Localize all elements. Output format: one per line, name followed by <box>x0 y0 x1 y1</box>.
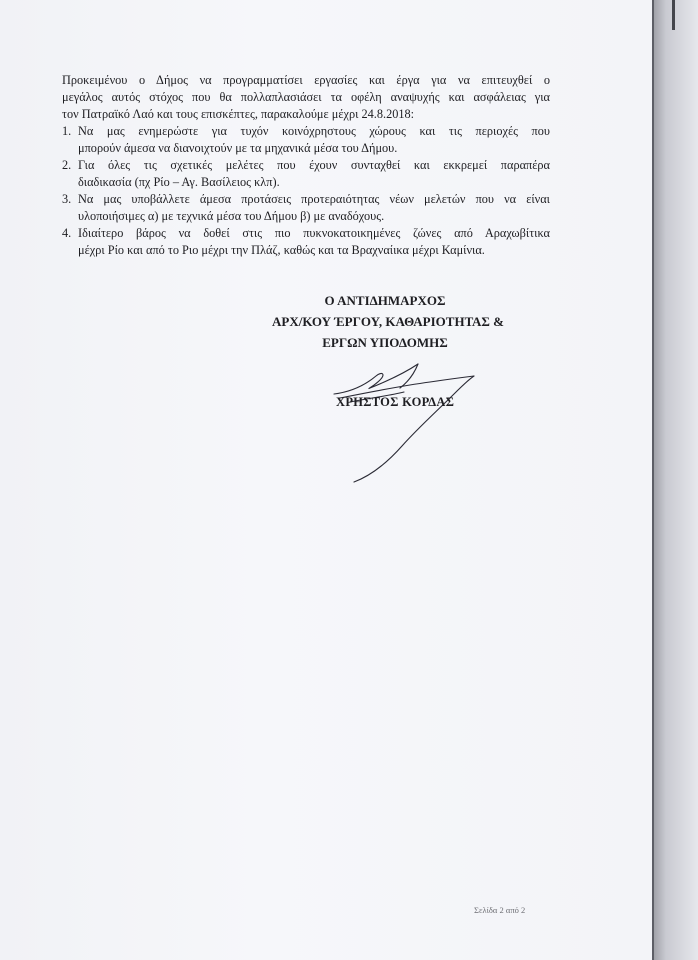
request-line: Να μας υποβάλλετε άμεσα προτάσεις προτεραιότητας νέων μελετών που να είναι <box>78 192 550 206</box>
request-line: μπορούν άμεσα να διανοιχτούν με τα μηχανικά μέσα του Δήμου. <box>78 141 398 155</box>
signatory-department: ΑΡΧ/ΚΟΥ ΈΡΓΟΥ, ΚΑΘΑΡΙΟΤΗΤΑΣ & <box>272 314 504 329</box>
request-line: Για όλες τις σχετικές μελέτες που έχουν συνταχθεί και εκκρεμεί παραπέρα <box>78 158 550 172</box>
scan-border <box>652 0 698 960</box>
request-line: μέχρι Ρίο και από το Ριο μέχρι την Πλάζ, καθώς και τα Βραχναίικα μέχρι Καμίνια. <box>78 243 485 257</box>
letter-body <box>62 72 550 259</box>
intro-line: μεγάλος αυτός στόχος που θα πολλαπλασιάσει τα οφέλη αναψυχής και ασφάλειας για <box>62 90 550 104</box>
request-number: 3. <box>62 192 72 206</box>
request-number: 2. <box>62 158 72 172</box>
request-list <box>62 123 550 259</box>
request-line: Ιδιαίτερο βάρος να δοθεί στις πιο πυκνοκατοικημένες ζώνες από Αραχωβίτικα <box>78 226 550 240</box>
signatory-title-block <box>272 290 504 353</box>
scan-mark <box>672 0 675 30</box>
request-item <box>62 225 550 259</box>
signatory-role: Ο ΑΝΤΙΔΗΜΑΡΧΟΣ <box>324 293 446 308</box>
intro-paragraph <box>62 72 550 123</box>
page-number: Σελίδα 2 από 2 <box>474 905 526 915</box>
intro-line: Προκειμένου ο Δήμος να προγραμματίσει εργασίες και έργα για να επιτευχθεί ο <box>62 73 550 87</box>
request-item <box>62 123 550 157</box>
request-line: υλοποιήσιμες α) με τεχνικά μέσα του Δήμου β) με αναδόχους. <box>78 209 385 223</box>
scan-edge-line <box>652 0 654 960</box>
request-number: 4. <box>62 226 72 240</box>
request-item <box>62 157 550 191</box>
request-line: Να μας ενημερώστε για τυχόν κοινόχρηστους χώρους και τις περιοχές που <box>78 124 550 138</box>
request-number: 1. <box>62 124 72 138</box>
signatory-name: ΧΡΗΣΤΟΣ ΚΟΡΔΑΣ <box>336 395 455 409</box>
request-line: διαδικασία (πχ Ρίο – Αγ. Βασίλειος κλπ). <box>78 175 280 189</box>
intro-line: τον Πατραϊκό Λαό και τους επισκέπτες, παρακαλούμε μέχρι 24.8.2018: <box>62 107 415 121</box>
request-item <box>62 191 550 225</box>
signatory-department-cont: ΕΡΓΩΝ ΥΠΟΔΟΜΗΣ <box>322 335 448 350</box>
handwritten-signature <box>330 358 490 488</box>
